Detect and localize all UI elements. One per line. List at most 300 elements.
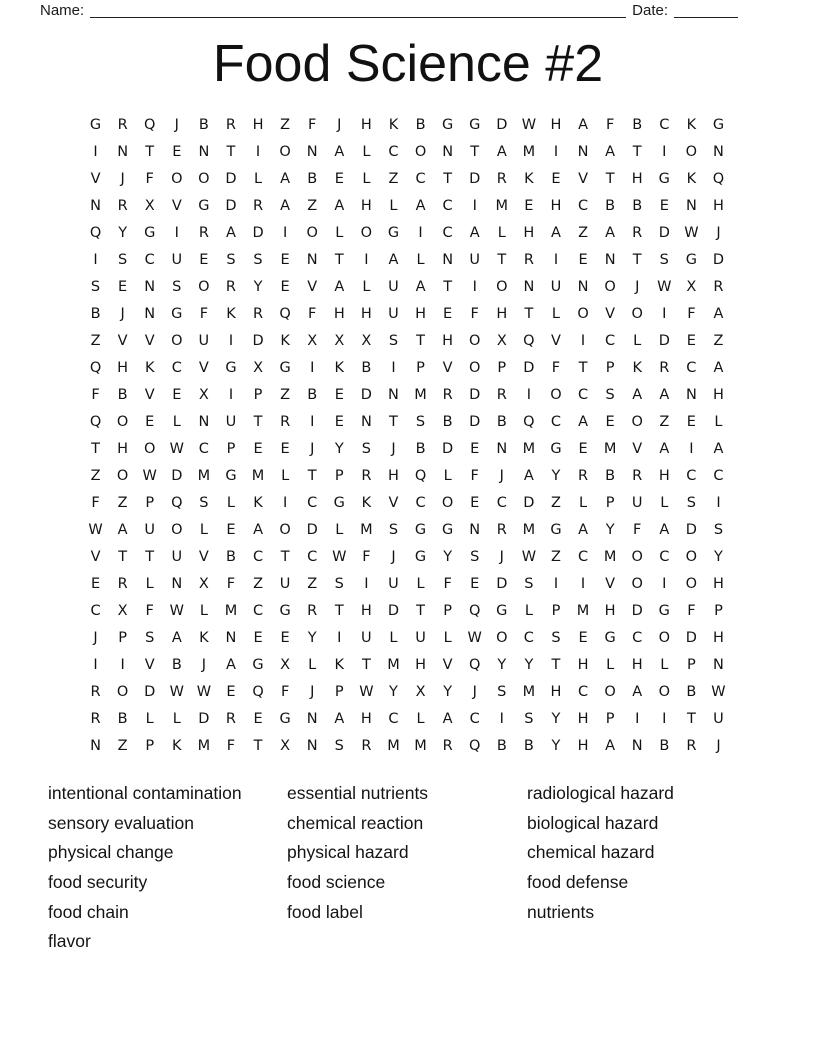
grid-cell: E bbox=[578, 440, 588, 457]
grid-cell: N bbox=[198, 143, 210, 160]
grid-cell: E bbox=[524, 197, 534, 214]
grid-cell: M bbox=[197, 737, 211, 754]
grid-cell: U bbox=[225, 413, 237, 430]
grid-cell: K bbox=[686, 170, 697, 187]
grid-cell: N bbox=[90, 737, 101, 754]
grid-cell: P bbox=[145, 494, 155, 511]
grid-cell: L bbox=[497, 224, 506, 241]
grid-cell: Y bbox=[497, 656, 507, 673]
grid-cell: B bbox=[171, 656, 182, 673]
grid-cell: I bbox=[391, 359, 396, 376]
grid-cell: R bbox=[90, 683, 101, 700]
grid-cell: T bbox=[416, 602, 425, 619]
grid-cell: Y bbox=[443, 548, 453, 565]
grid-cell: L bbox=[416, 710, 425, 727]
grid-cell: R bbox=[253, 197, 264, 214]
grid-cell: E bbox=[90, 575, 101, 592]
grid-cell: D bbox=[523, 494, 535, 511]
grid-cell: V bbox=[198, 548, 209, 565]
grid-cell: D bbox=[387, 602, 400, 619]
grid-cell: F bbox=[308, 116, 317, 133]
grid-cell: G bbox=[225, 467, 237, 484]
grid-cell: B bbox=[307, 170, 318, 187]
grid-cell: V bbox=[90, 548, 101, 565]
grid-cell: O bbox=[198, 278, 210, 295]
grid-cell: J bbox=[120, 170, 125, 187]
word-list-item: biological hazard bbox=[527, 812, 659, 833]
grid-cell: T bbox=[497, 251, 507, 268]
grid-cell: H bbox=[442, 332, 454, 349]
grid-cell: C bbox=[307, 494, 318, 511]
grid-cell: C bbox=[523, 629, 534, 646]
grid-cell: X bbox=[415, 683, 426, 700]
grid-cell: D bbox=[685, 629, 697, 646]
grid-cell: W bbox=[169, 683, 184, 700]
grid-cell: A bbox=[632, 683, 643, 700]
grid-cell: R bbox=[496, 386, 507, 403]
grid-cell: L bbox=[199, 521, 208, 538]
grid-cell: L bbox=[172, 710, 181, 727]
grid-cell: U bbox=[388, 305, 399, 322]
grid-cell: A bbox=[713, 359, 724, 376]
grid-cell: M bbox=[387, 737, 400, 754]
grid-cell: L bbox=[389, 629, 398, 646]
grid-cell: T bbox=[686, 710, 696, 727]
grid-cell: G bbox=[550, 440, 562, 457]
grid-cell: L bbox=[281, 467, 290, 484]
grid-cell: E bbox=[470, 440, 480, 457]
grid-cell: H bbox=[631, 170, 643, 187]
grid-cell: Q bbox=[468, 656, 481, 673]
grid-cell: H bbox=[360, 602, 372, 619]
grid-cell: R bbox=[361, 467, 372, 484]
word-list-item: food defense bbox=[527, 872, 629, 893]
grid-cell: J bbox=[716, 224, 721, 241]
grid-cell: H bbox=[360, 116, 372, 133]
grid-cell: E bbox=[172, 386, 182, 403]
grid-cell: V bbox=[198, 359, 209, 376]
grid-cell: H bbox=[360, 197, 372, 214]
grid-cell: T bbox=[632, 251, 642, 268]
word-list-item: food label bbox=[287, 901, 363, 922]
grid-cell: E bbox=[686, 413, 696, 430]
grid-cell: I bbox=[662, 710, 667, 727]
grid-cell: U bbox=[361, 629, 372, 646]
grid-cell: S bbox=[172, 278, 182, 295]
grid-cell: I bbox=[499, 710, 504, 727]
grid-cell: P bbox=[334, 467, 344, 484]
grid-cell: D bbox=[523, 359, 535, 376]
grid-cell: M bbox=[576, 602, 590, 619]
page-title: Food Science #2 bbox=[212, 35, 604, 93]
grid-cell: H bbox=[631, 656, 643, 673]
grid-cell: V bbox=[90, 170, 101, 187]
grid-cell: Q bbox=[89, 224, 102, 241]
grid-cell: L bbox=[362, 143, 371, 160]
grid-cell: N bbox=[306, 737, 318, 754]
grid-cell: T bbox=[524, 305, 534, 322]
grid-cell: X bbox=[198, 386, 209, 403]
grid-cell: J bbox=[174, 116, 179, 133]
grid-cell: N bbox=[469, 521, 481, 538]
grid-cell: T bbox=[443, 170, 453, 187]
grid-cell: K bbox=[144, 359, 155, 376]
grid-cell: X bbox=[686, 278, 697, 295]
grid-cell: J bbox=[499, 467, 504, 484]
grid-cell: N bbox=[496, 440, 508, 457]
grid-cell: Z bbox=[713, 332, 724, 349]
grid-cell: F bbox=[687, 305, 696, 322]
grid-cell: G bbox=[604, 629, 616, 646]
grid-cell: D bbox=[685, 521, 697, 538]
grid-cell: V bbox=[117, 332, 128, 349]
grid-cell: C bbox=[198, 440, 209, 457]
grid-cell: A bbox=[280, 197, 291, 214]
grid-cell: L bbox=[443, 629, 452, 646]
grid-cell: V bbox=[605, 575, 616, 592]
grid-cell: D bbox=[171, 467, 183, 484]
grid-cell: B bbox=[632, 116, 643, 133]
grid-cell: D bbox=[144, 683, 156, 700]
grid-cell: T bbox=[226, 143, 236, 160]
grid-cell: M bbox=[522, 440, 536, 457]
grid-cell: J bbox=[472, 683, 477, 700]
grid-cell: I bbox=[255, 143, 261, 160]
word-list bbox=[48, 779, 776, 957]
grid-cell: O bbox=[279, 143, 291, 160]
grid-cell: A bbox=[334, 278, 345, 295]
grid-cell: W bbox=[711, 683, 726, 700]
grid-cell: U bbox=[279, 575, 291, 592]
grid-cell: U bbox=[388, 278, 399, 295]
grid-cell: K bbox=[280, 332, 290, 349]
grid-cell: G bbox=[658, 602, 670, 619]
grid-cell: V bbox=[550, 332, 561, 349]
grid-cell: M bbox=[603, 440, 617, 457]
grid-cell: O bbox=[198, 170, 210, 187]
grid-cell: Y bbox=[443, 683, 453, 700]
grid-cell: C bbox=[496, 494, 507, 511]
grid-cell: S bbox=[226, 251, 236, 268]
grid-cell: L bbox=[199, 602, 208, 619]
grid-cell: O bbox=[631, 548, 643, 565]
grid-cell: O bbox=[441, 494, 454, 511]
grid-cell: W bbox=[332, 548, 347, 565]
grid-cell: R bbox=[442, 737, 453, 754]
grid-cell: N bbox=[117, 143, 129, 160]
word-list-item: physical hazard bbox=[287, 842, 409, 863]
grid-cell: S bbox=[470, 548, 480, 565]
grid-cell: E bbox=[226, 683, 236, 700]
grid-cell: D bbox=[631, 602, 643, 619]
word-list-item: flavor bbox=[48, 931, 91, 952]
grid-cell: U bbox=[550, 278, 562, 295]
grid-cell: A bbox=[334, 143, 345, 160]
grid-cell: Z bbox=[253, 575, 263, 592]
grid-cell: R bbox=[198, 224, 209, 241]
word-list-item: radiological hazard bbox=[527, 783, 674, 803]
grid-cell: R bbox=[361, 737, 372, 754]
grid-cell: H bbox=[604, 602, 616, 619]
grid-cell: G bbox=[441, 521, 454, 538]
grid-cell: M bbox=[603, 548, 617, 565]
grid-cell: S bbox=[253, 251, 263, 268]
grid-cell: E bbox=[334, 170, 344, 187]
grid-cell: I bbox=[662, 305, 667, 322]
grid-cell: C bbox=[686, 359, 697, 376]
grid-cell: Y bbox=[307, 629, 317, 646]
grid-cell: E bbox=[226, 521, 236, 538]
grid-cell: I bbox=[662, 143, 667, 160]
grid-cell: E bbox=[280, 278, 290, 295]
grid-cell: O bbox=[116, 467, 129, 484]
grid-cell: R bbox=[632, 224, 643, 241]
word-list-item: essential nutrients bbox=[287, 783, 429, 803]
grid-cell: A bbox=[253, 521, 263, 538]
grid-cell: B bbox=[307, 386, 318, 403]
grid-cell: G bbox=[252, 656, 264, 673]
grid-cell: U bbox=[713, 710, 724, 727]
grid-cell: Z bbox=[280, 386, 291, 403]
grid-cell: P bbox=[551, 602, 561, 619]
grid-cell: A bbox=[550, 224, 561, 241]
grid-cell: I bbox=[553, 143, 559, 160]
grid-cell: S bbox=[497, 683, 507, 700]
grid-cell: I bbox=[526, 386, 531, 403]
grid-cell: I bbox=[93, 251, 98, 268]
grid-cell: A bbox=[713, 305, 724, 322]
grid-cell: M bbox=[414, 386, 427, 403]
grid-cell: O bbox=[685, 575, 698, 592]
grid-cell: U bbox=[144, 521, 156, 538]
grid-cell: I bbox=[310, 413, 315, 430]
grid-cell: U bbox=[198, 332, 210, 349]
grid-cell: E bbox=[118, 278, 128, 295]
grid-cell: O bbox=[496, 278, 508, 295]
grid-cell: C bbox=[307, 548, 318, 565]
grid-cell: E bbox=[551, 170, 561, 187]
grid-cell: D bbox=[712, 251, 725, 268]
grid-cell: N bbox=[442, 251, 454, 268]
grid-cell: Y bbox=[118, 224, 128, 241]
grid-cell: O bbox=[496, 629, 508, 646]
word-list-item: nutrients bbox=[527, 901, 595, 922]
grid-cell: C bbox=[388, 143, 399, 160]
grid-cell: U bbox=[415, 629, 426, 646]
grid-cell: I bbox=[337, 629, 342, 646]
grid-cell: B bbox=[496, 413, 507, 430]
date-label: Date: bbox=[632, 2, 668, 19]
grid-cell: O bbox=[279, 521, 291, 538]
grid-cell: T bbox=[118, 548, 128, 565]
grid-cell: N bbox=[685, 197, 697, 214]
grid-cell: Q bbox=[143, 116, 156, 133]
grid-cell: C bbox=[388, 710, 399, 727]
grid-cell: O bbox=[468, 332, 481, 349]
grid-cell: F bbox=[199, 305, 209, 322]
grid-cell: T bbox=[334, 602, 344, 619]
grid-cell: S bbox=[334, 737, 344, 754]
grid-cell: C bbox=[577, 548, 589, 565]
grid-cell: A bbox=[442, 710, 453, 727]
grid-cell: D bbox=[252, 332, 264, 349]
grid-cell: A bbox=[469, 224, 480, 241]
grid-cell: H bbox=[523, 224, 535, 241]
grid-cell: L bbox=[335, 521, 344, 538]
grid-cell: Y bbox=[334, 440, 344, 457]
grid-cell: H bbox=[577, 710, 589, 727]
grid-cell: M bbox=[495, 197, 509, 214]
grid-cell: I bbox=[364, 575, 369, 592]
grid-cell: O bbox=[550, 386, 562, 403]
grid-cell: N bbox=[144, 278, 156, 295]
grid-cell: K bbox=[172, 737, 182, 754]
grid-cell: E bbox=[280, 251, 290, 268]
grid-cell: I bbox=[580, 575, 586, 592]
grid-cell: N bbox=[713, 656, 724, 673]
grid-cell: R bbox=[280, 413, 291, 430]
word-list-column-1 bbox=[48, 779, 287, 957]
grid-cell: E bbox=[605, 413, 615, 430]
grid-cell: O bbox=[468, 359, 481, 376]
grid-cell: Y bbox=[551, 710, 561, 727]
grid-cell: Q bbox=[712, 170, 725, 187]
grid-cell: B bbox=[442, 413, 453, 430]
grid-cell: F bbox=[687, 602, 696, 619]
grid-cell: C bbox=[686, 467, 697, 484]
date-blank-line bbox=[674, 3, 738, 18]
grid-cell: A bbox=[659, 386, 670, 403]
grid-cell: E bbox=[280, 440, 290, 457]
grid-cell: Z bbox=[578, 224, 588, 241]
grid-cell: K bbox=[334, 359, 345, 376]
grid-cell: R bbox=[307, 602, 318, 619]
grid-cell: T bbox=[389, 413, 398, 430]
grid-cell: G bbox=[279, 602, 291, 619]
word-list-item: food science bbox=[287, 872, 386, 893]
grid-cell: F bbox=[633, 521, 642, 538]
grid-cell: R bbox=[225, 278, 236, 295]
grid-cell: W bbox=[521, 116, 537, 133]
grid-cell: O bbox=[116, 413, 129, 430]
grid-cell: M bbox=[197, 467, 211, 484]
grid-cell: D bbox=[658, 332, 670, 349]
grid-cell: G bbox=[333, 494, 345, 511]
grid-cell: N bbox=[306, 251, 318, 268]
grid-cell: H bbox=[117, 440, 129, 457]
grid-cell: H bbox=[577, 656, 589, 673]
grid-cell: C bbox=[442, 197, 453, 214]
grid-cell: N bbox=[442, 143, 454, 160]
grid-cell: D bbox=[225, 197, 237, 214]
grid-cell: E bbox=[172, 143, 182, 160]
grid-cell: T bbox=[361, 656, 371, 673]
grid-cell: I bbox=[689, 440, 694, 457]
grid-cell: A bbox=[578, 116, 588, 133]
grid-cell: L bbox=[606, 656, 615, 673]
grid-cell: N bbox=[577, 143, 589, 160]
grid-cell: E bbox=[686, 332, 696, 349]
grid-cell: Y bbox=[551, 467, 561, 484]
grid-cell: M bbox=[522, 521, 536, 538]
grid-cell: S bbox=[659, 251, 669, 268]
grid-cell: I bbox=[282, 224, 288, 241]
grid-cell: G bbox=[144, 224, 156, 241]
word-list-item: sensory evaluation bbox=[48, 812, 194, 833]
grid-cell: B bbox=[523, 737, 534, 754]
grid-cell: H bbox=[713, 575, 724, 592]
grid-cell: A bbox=[659, 521, 670, 538]
grid-cell: K bbox=[361, 494, 372, 511]
grid-cell: K bbox=[632, 359, 642, 376]
grid-cell: S bbox=[361, 440, 371, 457]
grid-cell: X bbox=[361, 332, 372, 349]
grid-cell: J bbox=[310, 683, 315, 700]
grid-cell: J bbox=[337, 116, 342, 133]
grid-cell: N bbox=[388, 386, 399, 403]
grid-cell: D bbox=[496, 575, 508, 592]
grid-cell: E bbox=[470, 494, 480, 511]
grid-cell: G bbox=[712, 116, 725, 133]
grid-cell: T bbox=[253, 737, 263, 754]
grid-cell: C bbox=[415, 170, 426, 187]
grid-cell: T bbox=[605, 170, 615, 187]
word-list-item: physical change bbox=[48, 842, 174, 863]
grid-cell: R bbox=[496, 521, 507, 538]
grid-cell: P bbox=[253, 386, 263, 403]
grid-cell: I bbox=[228, 386, 234, 403]
grid-cell: X bbox=[280, 656, 291, 673]
grid-cell: H bbox=[713, 629, 724, 646]
grid-cell: Z bbox=[90, 332, 101, 349]
grid-cell: C bbox=[442, 224, 453, 241]
grid-cell: N bbox=[306, 143, 318, 160]
word-list-item: chemical reaction bbox=[287, 812, 424, 833]
grid-cell: N bbox=[198, 413, 210, 430]
grid-cell: R bbox=[117, 116, 128, 133]
grid-cell: I bbox=[472, 278, 477, 295]
grid-cell: P bbox=[416, 359, 425, 376]
grid-cell: G bbox=[414, 521, 427, 538]
grid-cell: P bbox=[714, 602, 723, 619]
grid-cell: E bbox=[470, 575, 480, 592]
grid-cell: Z bbox=[307, 575, 318, 592]
grid-cell: W bbox=[467, 629, 482, 646]
grid-cell: F bbox=[362, 548, 371, 565]
grid-cell: S bbox=[388, 332, 399, 349]
grid-cell: F bbox=[226, 575, 236, 592]
grid-cell: Q bbox=[523, 332, 535, 349]
grid-cell: L bbox=[145, 710, 154, 727]
grid-cell: P bbox=[605, 710, 615, 727]
grid-cell: S bbox=[388, 521, 399, 538]
grid-cell: R bbox=[117, 197, 128, 214]
grid-cell: E bbox=[334, 386, 344, 403]
grid-cell: V bbox=[605, 305, 616, 322]
grid-cell: T bbox=[334, 251, 344, 268]
grid-cell: F bbox=[551, 359, 561, 376]
grid-cell: N bbox=[685, 386, 697, 403]
grid-cell: S bbox=[605, 386, 615, 403]
grid-cell: Z bbox=[307, 197, 318, 214]
grid-cell: H bbox=[577, 737, 589, 754]
grid-cell: S bbox=[145, 629, 155, 646]
grid-cell: A bbox=[225, 224, 236, 241]
grid-cell: N bbox=[577, 278, 589, 295]
grid-cell: D bbox=[469, 386, 481, 403]
grid-cell: X bbox=[198, 575, 209, 592]
grid-cell: V bbox=[388, 494, 399, 511]
